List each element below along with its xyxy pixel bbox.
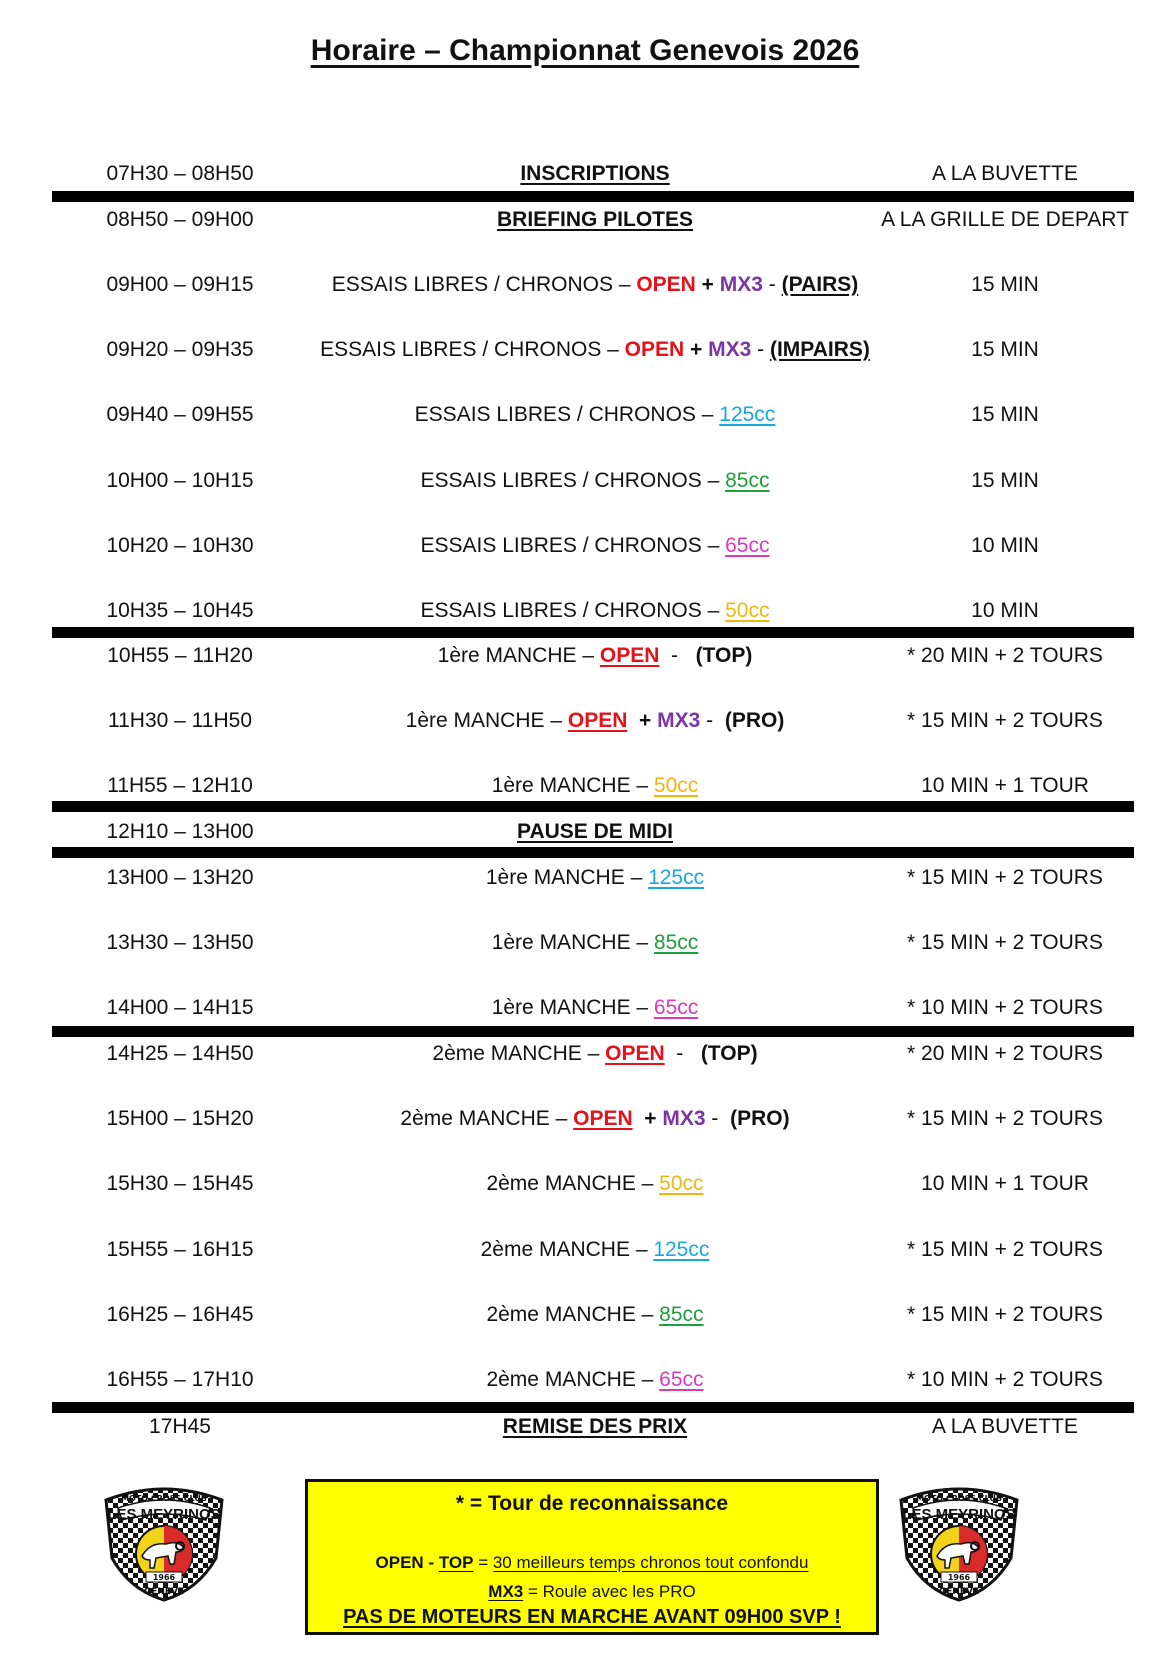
row-time: 10H55 – 11H20 (107, 644, 253, 667)
row-activity (300, 530, 890, 562)
schedule-row (0, 1038, 1170, 1070)
row-time: 16H55 – 17H10 (106, 1368, 254, 1391)
schedule-row (0, 530, 1170, 562)
activity-part: ESSAIS LIBRES / CHRONOS – (414, 403, 720, 426)
legend-mx3 (308, 1582, 876, 1602)
activity-part: 125cc (719, 403, 776, 426)
row-info: 10 MIN (971, 534, 1039, 557)
legend-dash: - (423, 1553, 439, 1572)
activity-part: 65cc (725, 534, 770, 557)
row-time: 09H00 – 09H15 (106, 273, 254, 296)
activity-part: ESSAIS LIBRES / CHRONOS – (420, 534, 726, 557)
schedule-row (0, 705, 1170, 737)
section-divider (52, 847, 1134, 858)
logo-top-text: MOTO CROSS CLUB (916, 1494, 1002, 1503)
row-info: * 15 MIN + 2 TOURS (907, 931, 1103, 954)
activity-part: OPEN (567, 709, 628, 732)
activity-part: 1ère MANCHE – (437, 644, 600, 667)
row-activity (300, 816, 890, 848)
logo-year: 1966 (152, 1573, 176, 1582)
row-info: 15 MIN (971, 273, 1039, 296)
activity-part: ESSAIS LIBRES / CHRONOS – (420, 469, 726, 492)
logo-city: GENEVE (938, 1587, 980, 1597)
row-activity (300, 158, 890, 190)
row-info: A LA BUVETTE (932, 1415, 1078, 1438)
legend-open-top (308, 1553, 876, 1573)
activity-part: 2ème MANCHE – (486, 1172, 660, 1195)
activity-part: + (627, 709, 658, 732)
schedule-row (0, 1103, 1170, 1135)
legend-box (305, 1479, 879, 1635)
activity-part: 50cc (659, 1172, 704, 1195)
legend-warning: PAS DE MOTEURS EN MARCHE AVANT 09H00 SVP ! (343, 1606, 841, 1628)
row-time: 14H25 – 14H50 (106, 1042, 254, 1065)
schedule-row (0, 204, 1170, 236)
activity-part: (PRO) (724, 709, 785, 732)
logo-top-text: MOTO CROSS CLUB (121, 1494, 207, 1503)
activity-part: 1ère MANCHE – (491, 931, 654, 954)
activity-part: OPEN (636, 273, 696, 296)
section-divider (52, 627, 1134, 638)
section-divider (52, 1026, 1134, 1037)
activity-part: 2ème MANCHE – (486, 1303, 660, 1326)
row-info: 15 MIN (971, 338, 1039, 361)
activity-part: 125cc (648, 866, 705, 889)
activity-part: (PAIRS) (781, 273, 859, 296)
activity-part: ESSAIS LIBRES / CHRONOS – (331, 273, 637, 296)
schedule-row (0, 595, 1170, 627)
row-info: * 20 MIN + 2 TOURS (907, 1042, 1103, 1065)
row-info: A LA BUVETTE (932, 162, 1078, 185)
activity-part: 65cc (653, 996, 699, 1019)
activity-part: OPEN (573, 1107, 633, 1130)
section-divider (52, 801, 1134, 812)
activity-part: 1ère MANCHE – (405, 709, 568, 732)
row-activity (300, 927, 890, 959)
schedule-row (0, 334, 1170, 366)
activity-part: 2ème MANCHE – (400, 1107, 574, 1130)
activity-part: 1ère MANCHE – (485, 866, 649, 889)
row-activity (300, 399, 890, 431)
activity-part: (IMPAIRS) (769, 338, 870, 361)
logo-name: LES MEYRINOS (902, 1506, 1016, 1523)
activity-part: MX3 (708, 338, 752, 361)
activity-part: - (762, 273, 782, 296)
row-info: * 15 MIN + 2 TOURS (907, 1303, 1103, 1326)
schedule-row (0, 158, 1170, 190)
row-time: 07H30 – 08H50 (106, 162, 254, 185)
activity-part: 50cc (725, 599, 770, 622)
row-time: 09H40 – 09H55 (106, 403, 254, 426)
row-time: 15H55 – 16H15 (106, 1238, 254, 1261)
activity-part: 2ème MANCHE – (486, 1368, 660, 1391)
row-activity (300, 334, 890, 366)
activity-part: (TOP) (695, 644, 753, 667)
row-activity (300, 770, 890, 802)
row-info: * 15 MIN + 2 TOURS (907, 866, 1103, 889)
schedule-row (0, 640, 1170, 672)
row-info: 10 MIN + 1 TOUR (921, 1172, 1089, 1195)
page-title: Horaire – Championnat Genevois 2026 (310, 34, 860, 67)
row-info: 10 MIN (971, 599, 1039, 622)
row-time: 16H25 – 16H45 (106, 1303, 254, 1326)
row-activity (300, 640, 890, 672)
row-activity (300, 204, 890, 236)
activity-part: (TOP) (700, 1042, 758, 1065)
activity-part: 2ème MANCHE – (432, 1042, 606, 1065)
row-activity (300, 862, 890, 894)
row-activity (300, 465, 890, 497)
row-time: 11H30 – 11H50 (108, 709, 252, 732)
row-info: * 15 MIN + 2 TOURS (907, 709, 1103, 732)
row-activity (300, 705, 890, 737)
activity-part: 65cc (659, 1368, 704, 1391)
schedule-row (0, 862, 1170, 894)
row-info: 15 MIN (971, 469, 1039, 492)
row-time: 13H00 – 13H20 (106, 866, 254, 889)
row-time: 08H50 – 09H00 (106, 208, 254, 231)
row-time: 10H35 – 10H45 (106, 599, 254, 622)
row-info: * 15 MIN + 2 TOURS (907, 1238, 1103, 1261)
row-time: 13H30 – 13H50 (106, 931, 254, 954)
activity-part: 85cc (725, 469, 770, 492)
activity-part: OPEN (624, 338, 685, 361)
activity-part: PAUSE DE MIDI (517, 820, 673, 843)
row-activity (300, 1038, 890, 1070)
club-logo-left (98, 1478, 230, 1602)
schedule-row (0, 1411, 1170, 1443)
legend-open: OPEN (375, 1553, 424, 1572)
row-activity (300, 1168, 890, 1200)
activity-part: + (684, 338, 709, 361)
schedule-row (0, 816, 1170, 848)
row-time: 10H20 – 10H30 (106, 534, 254, 557)
activity-part: INSCRIPTIONS (520, 162, 670, 185)
row-info: 15 MIN (971, 403, 1039, 426)
logo-year: 1966 (947, 1573, 971, 1582)
row-info: * 10 MIN + 2 TOURS (907, 1368, 1103, 1391)
activity-part: 125cc (653, 1238, 710, 1261)
row-time: 10H00 – 10H15 (106, 469, 254, 492)
activity-part: - (659, 644, 696, 667)
row-activity (300, 992, 890, 1024)
activity-part: OPEN (599, 644, 660, 667)
activity-part: 50cc (653, 774, 699, 797)
row-activity (300, 1103, 890, 1135)
activity-part: - (705, 1107, 731, 1130)
activity-part: ESSAIS LIBRES / CHRONOS – (420, 599, 726, 622)
activity-part: REMISE DES PRIX (502, 1415, 688, 1438)
row-time: 09H20 – 09H35 (106, 338, 254, 361)
schedule-row (0, 465, 1170, 497)
row-time: 11H55 – 12H10 (107, 774, 253, 797)
row-time: 15H30 – 15H45 (106, 1172, 254, 1195)
section-divider (52, 191, 1134, 202)
activity-part: - (664, 1042, 701, 1065)
schedule-row (0, 1234, 1170, 1266)
schedule-row (0, 1299, 1170, 1331)
schedule-row (0, 992, 1170, 1024)
legend-top: TOP (438, 1553, 474, 1572)
schedule-row (0, 1364, 1170, 1396)
row-info: * 10 MIN + 2 TOURS (907, 996, 1103, 1019)
legend-eq: = (473, 1553, 493, 1572)
row-activity (300, 1234, 890, 1266)
legend-mx3-desc: = Roule avec les PRO (523, 1582, 696, 1601)
logo-city: GENEVE (143, 1587, 185, 1597)
legend-star-note: * = Tour de reconnaissance (455, 1492, 729, 1515)
row-activity (300, 1411, 890, 1443)
activity-part: ESSAIS LIBRES / CHRONOS – (320, 338, 625, 361)
row-time: 14H00 – 14H15 (106, 996, 254, 1019)
row-time: 15H00 – 15H20 (106, 1107, 254, 1130)
schedule-row (0, 399, 1170, 431)
schedule-row (0, 1168, 1170, 1200)
activity-part: + (632, 1107, 663, 1130)
row-activity (300, 1364, 890, 1396)
activity-part: - (751, 338, 770, 361)
club-logo-right (893, 1478, 1025, 1602)
row-info: * 15 MIN + 2 TOURS (907, 1107, 1103, 1130)
activity-part: OPEN (605, 1042, 665, 1065)
activity-part: MX3 (657, 709, 701, 732)
row-info: * 20 MIN + 2 TOURS (907, 644, 1103, 667)
row-info: 10 MIN + 1 TOUR (921, 774, 1089, 797)
legend-top-desc: 30 meilleurs temps chronos tout confondu (492, 1553, 809, 1572)
row-time: 12H10 – 13H00 (106, 820, 254, 843)
activity-part: 2ème MANCHE – (480, 1238, 654, 1261)
activity-part: BRIEFING PILOTES (496, 208, 693, 231)
activity-part: 85cc (659, 1303, 704, 1326)
logo-name: LES MEYRINOS (107, 1506, 221, 1523)
schedule-row (0, 770, 1170, 802)
schedule-row (0, 927, 1170, 959)
activity-part: + (695, 273, 720, 296)
activity-part: 1ère MANCHE – (491, 996, 654, 1019)
legend-mx3-label: MX3 (488, 1582, 524, 1601)
activity-part: MX3 (662, 1107, 706, 1130)
schedule-row (0, 269, 1170, 301)
activity-part: (PRO) (730, 1107, 790, 1130)
row-activity (300, 269, 890, 301)
row-time: 17H45 (149, 1415, 211, 1438)
row-activity (300, 1299, 890, 1331)
row-activity (300, 595, 890, 627)
activity-part: 1ère MANCHE – (491, 774, 654, 797)
activity-part: 85cc (653, 931, 699, 954)
section-divider (52, 1402, 1134, 1413)
activity-part: MX3 (719, 273, 763, 296)
row-info: A LA GRILLE DE DEPART (881, 208, 1129, 231)
activity-part: - (700, 709, 725, 732)
